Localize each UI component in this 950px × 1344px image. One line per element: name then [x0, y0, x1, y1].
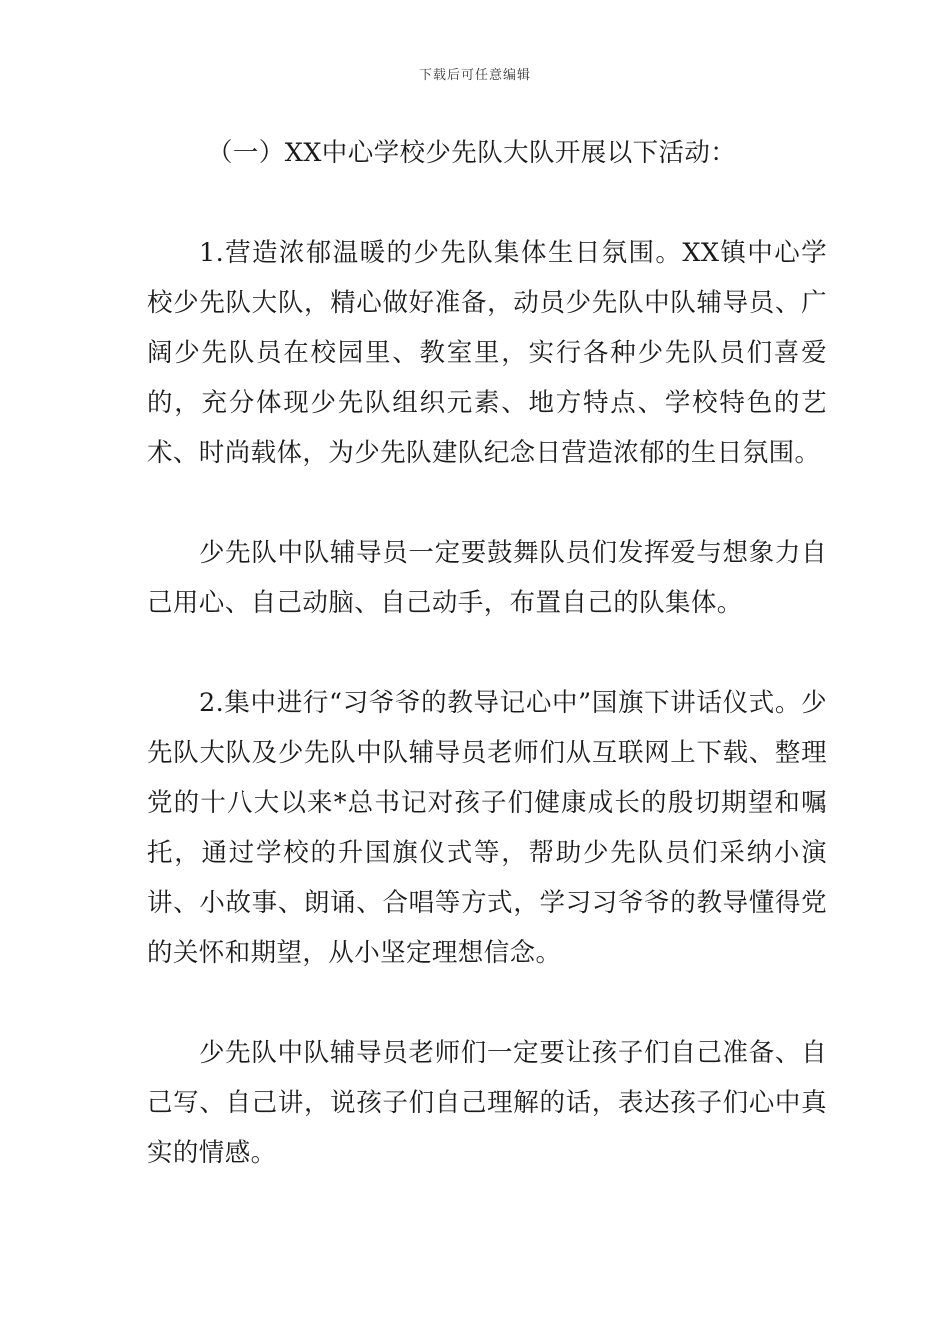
- section-heading: （一）XX中心学校少先队大队开展以下活动：: [207, 138, 737, 168]
- document-body: [147, 128, 827, 1178]
- paragraph-2: 少先队中队辅导员一定要鼓舞队员们发挥爱与想象力自己用心、自己动脑、自己动手，布置自己的队集体。: [147, 538, 827, 618]
- paragraph-1: 1.营造浓郁温暖的少先队集体生日氛围。XX镇中心学校少先队大队，精心做好准备，动员少先队中队辅导员、广阔少先队员在校园里、教室里，实行各种少先队员们喜爱的，充分体现少先队组织元素、地方特点、学校特色的艺术、时尚载体，为少先队建队纪念日营造浓郁的生日氛围。: [147, 238, 827, 468]
- paragraph-4: 少先队中队辅导员老师们一定要让孩子们自己准备、自己写、自己讲，说孩子们自己理解的话，表达孩子们心中真实的情感。: [147, 1038, 827, 1168]
- paragraph-3: 2.集中进行“习爷爷的教导记心中”国旗下讲话仪式。少先队大队及少先队中队辅导员老师们从互联网上下载、整理党的十八大以来*总书记对孩子们健康成长的殷切期望和嘱托，通过学校的升国旗仪式等，帮助少先队员们采纳小演讲、小故事、朗诵、合唱等方式，学习习爷爷的教导懂得党的关怀和期望，从小坚定理想信念。: [147, 688, 827, 968]
- page-header-note: 下载后可任意编辑: [418, 68, 531, 83]
